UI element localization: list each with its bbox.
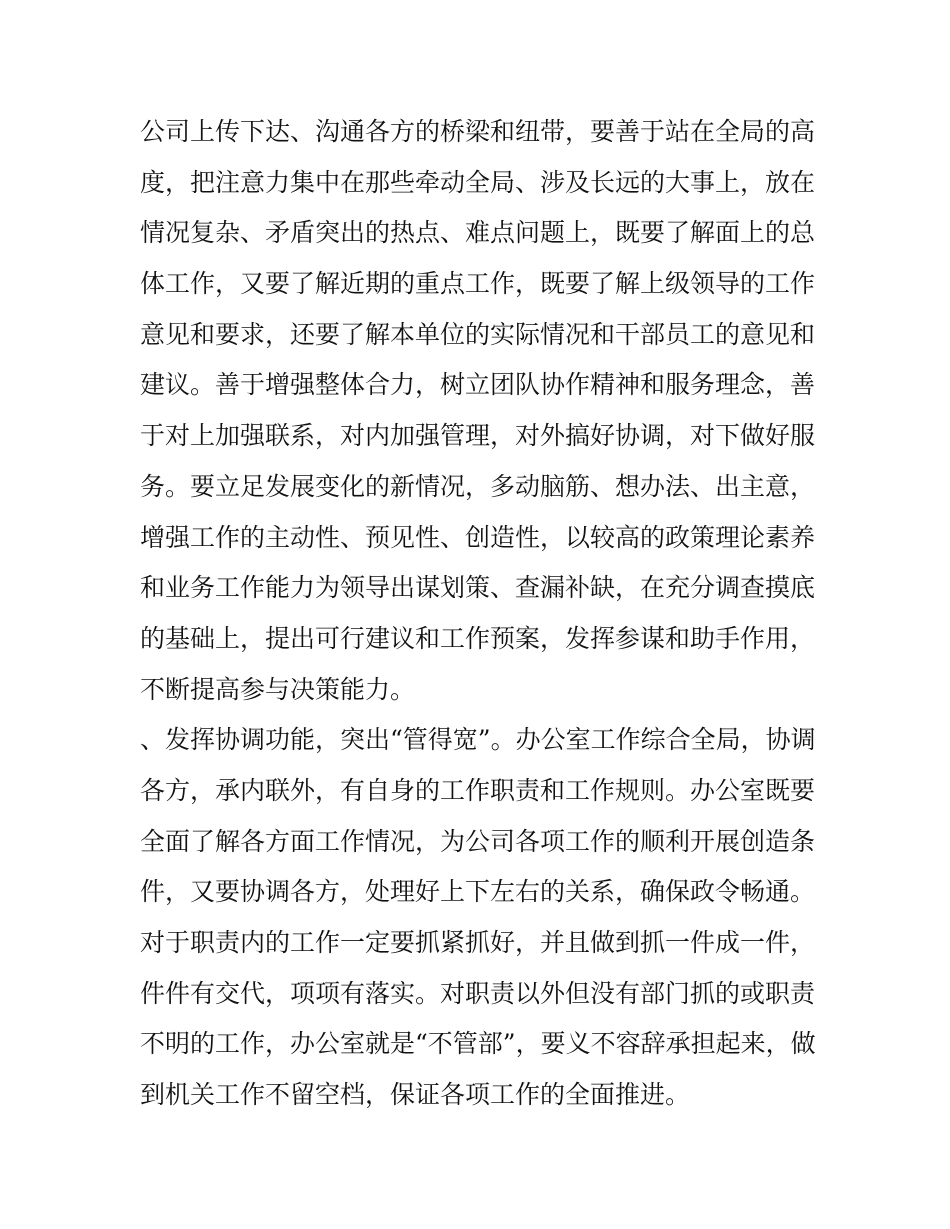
text-line: 务。要立足发展变化的新情况，多动脑筋、想办法、出主意，: [140, 471, 816, 501]
text-line: 件，又要协调各方，处理好上下左右的关系，确保政令畅通。: [140, 877, 816, 907]
text-line: 公司上传下达、沟通各方的桥梁和纽带，要善于站在全局的高: [140, 117, 816, 146]
text-line: 各方，承内联外，有自身的工作职责和工作规则。办公室既要: [140, 775, 816, 805]
text-line: 的基础上，提出可行建议和工作预案，发挥参谋和助手作用，: [140, 623, 816, 653]
text-line: 情况复杂、矛盾突出的热点、难点问题上，既要了解面上的总: [140, 218, 816, 248]
text-line: 建议。善于增强整体合力，树立团队协作精神和服务理念，善: [140, 370, 816, 400]
text-line: 件件有交代，项项有落实。对职责以外但没有部门抓的或职责: [140, 978, 816, 1008]
document-body: [140, 107, 820, 1121]
text-line: 对于职责内的工作一定要抓紧抓好，并且做到抓一件成一件，: [140, 928, 816, 957]
text-line: 不明的工作，办公室就是“不管部”，要义不容辞承担起来，做: [140, 1029, 816, 1059]
text-line: 全面了解各方面工作情况，为公司各项工作的顺利开展创造条: [140, 826, 816, 856]
text-line: 意见和要求，还要了解本单位的实际情况和干部员工的意见和: [140, 319, 816, 349]
text-line: 不断提高参与决策能力。: [140, 674, 416, 704]
text-line: 于对上加强联系，对内加强管理，对外搞好协调，对下做好服: [140, 421, 816, 451]
text-line: 体工作，又要了解近期的重点工作，既要了解上级领导的工作: [140, 269, 816, 299]
text-line: 增强工作的主动性、预见性、创造性，以较高的政策理论素养: [140, 522, 816, 552]
text-line: 、发挥协调功能，突出“管得宽”。办公室工作综合全局，协调: [140, 725, 816, 755]
text-line: 到机关工作不留空档，保证各项工作的全面推进。: [140, 1080, 691, 1110]
text-line: 度，把注意力集中在那些牵动全局、涉及长远的大事上，放在: [140, 167, 816, 197]
text-line: 和业务工作能力为领导出谋划策、查漏补缺，在充分调查摸底: [140, 573, 816, 603]
